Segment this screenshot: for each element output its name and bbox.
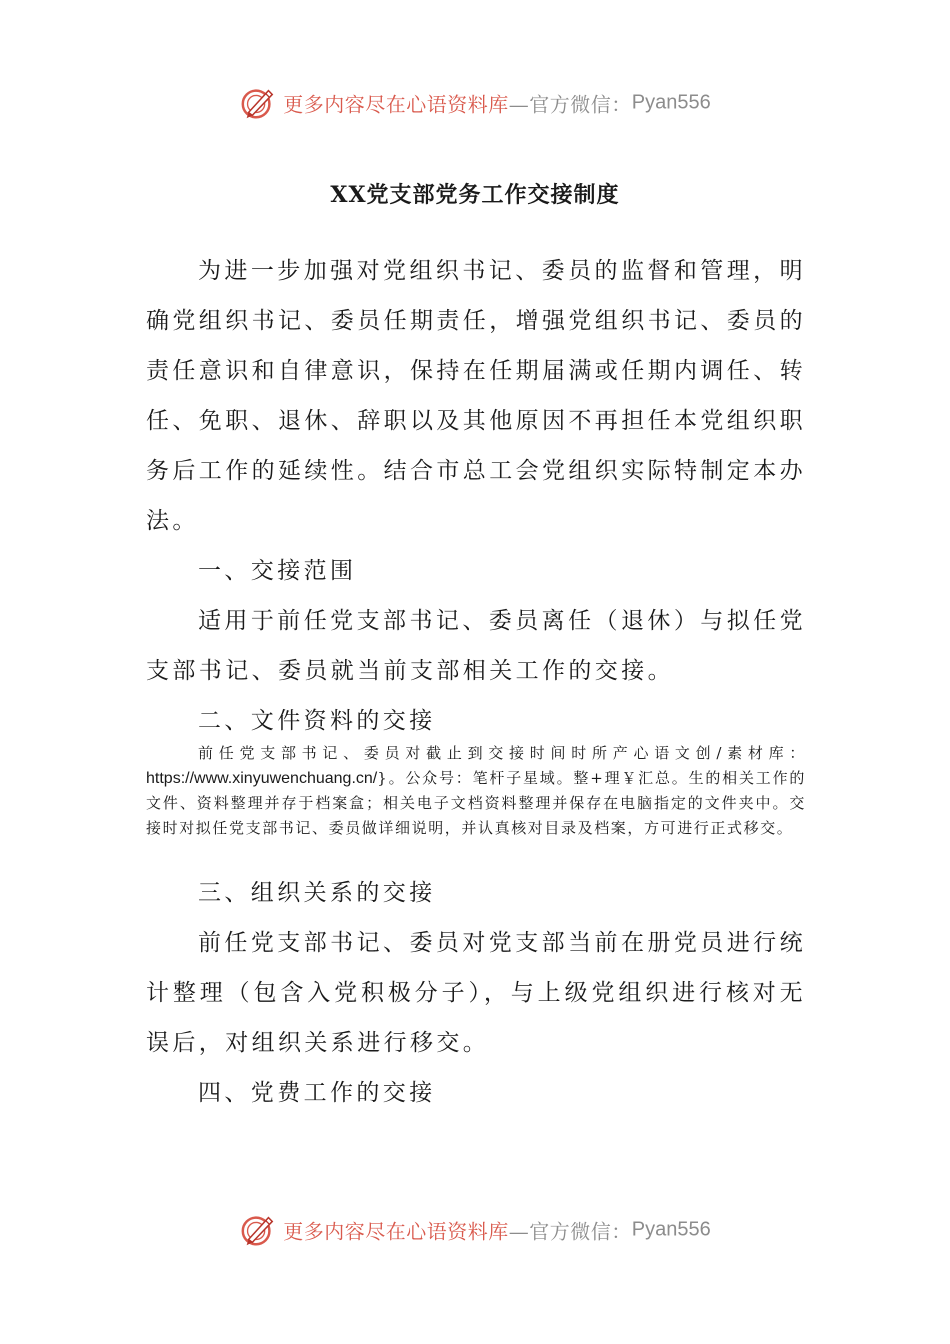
section-3-paragraph: 前任党支部书记、委员对党支部当前在册党员进行统计整理（包含入党积极分子），与上级党组织进行核对无误后，对组织关系进行移交。 — [146, 930, 806, 1056]
section-2-heading: 二、文件资料的交接 — [198, 708, 436, 734]
section-2-text-a: 前任党支部书记、委员对截止到交接时间时所产心语文创/素材库： — [198, 744, 806, 762]
banner-wechat-label: —官方微信： — [508, 92, 632, 117]
section-4-heading: 四、党费工作的交接 — [198, 1080, 436, 1106]
footer-watermark-banner — [0, 1211, 950, 1251]
banner-site-name: 更多内容尽在心语资料库 — [283, 1219, 509, 1244]
document-body-lower — [146, 868, 806, 1118]
pen-logo-icon — [239, 1211, 277, 1249]
document-title: XX党支部党务工作交接制度 — [330, 182, 620, 208]
section-2-url-link[interactable]: https://www.xinyuwenchuang.cn/ — [146, 770, 378, 787]
section-3-heading: 三、组织关系的交接 — [198, 880, 436, 906]
intro-paragraph: 为进一步加强对党组织书记、委员的监督和管理，明确党组织书记、委员任期责任，增强党组织书记、委员的责任意识和自律意识，保持在任期届满或任期内调任、转任、免职、退休、辞职以及其他原因不再担任本党组织职务后工作的延续性。结合市总工会党组织实际特制定本办法。 — [146, 258, 806, 534]
banner-wechat-id: Pyan556 — [631, 91, 711, 114]
section-1-paragraph: 适用于前任党支部书记、委员离任（退休）与拟任党支部书记、委员就当前支部相关工作的交接。 — [146, 608, 806, 684]
section-1-heading: 一、交接范围 — [198, 558, 357, 584]
section-2-paragraph — [146, 741, 806, 841]
banner-wechat-label: —官方微信： — [508, 1219, 632, 1244]
banner-site-name: 更多内容尽在心语资料库 — [283, 92, 509, 117]
header-watermark-banner — [0, 84, 950, 124]
document-body-small — [146, 741, 806, 841]
document-body-upper — [146, 246, 806, 746]
banner-wechat-id: Pyan556 — [631, 1218, 711, 1241]
section-2-text-b: }。公众号：笔杆子星域。整+理￥汇总。生的相关工作的文件、资料整理并存于档案盒；相关电子文档资料整理并保存在电脑指定的文件夹中。交接时对拟任党支部书记、委员做详细说明，并认真核对目录及档案，方可进行正式移交。 — [146, 769, 806, 837]
pen-logo-icon — [239, 84, 277, 122]
